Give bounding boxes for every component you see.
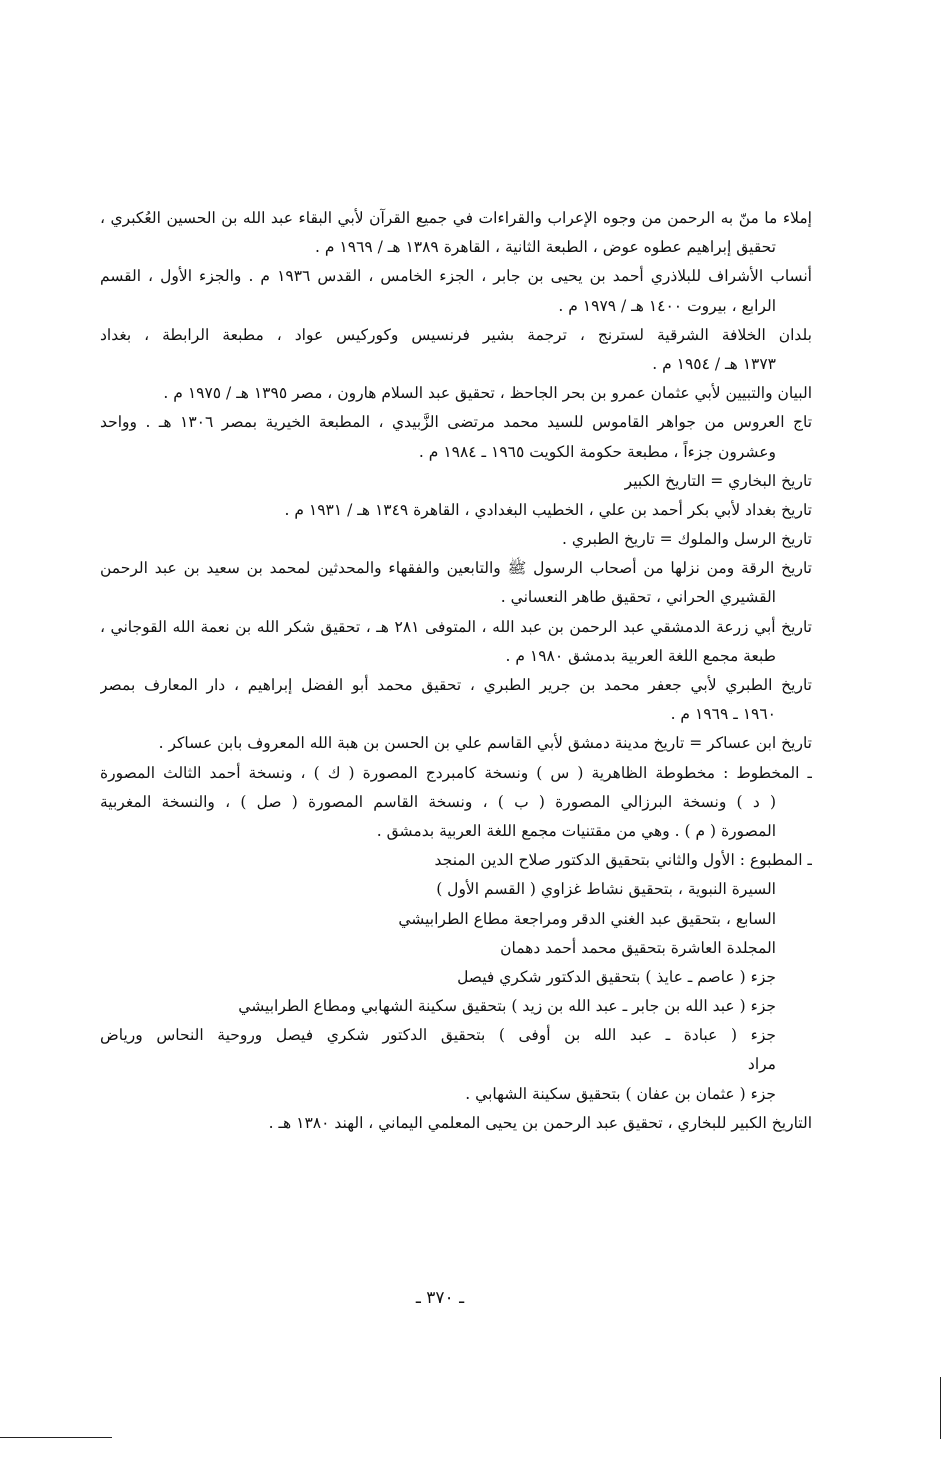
bibliography-subentry: السابع ، بتحقيق عبد الغني الدقر ومراجعة مطاع الطرابيشي <box>398 909 776 928</box>
bibliography-entry: البيان والتبيين لأبي عثمان عمرو بن بحر الجاحظ ، تحقيق عبد السلام هارون ، مصر ١٣٩٥ هـ / ١٩٧٥ م . <box>163 384 812 403</box>
bibliography-entry: تاج العروس من جواهر القاموس للسيد محمد مرتضى الزَّبيدي ، المطبعة الخيرية بمصر ١٣٠٦ هـ . وواحد <box>100 413 812 432</box>
bibliography-list <box>100 204 812 1138</box>
bibliography-subentry: ـ المطبوع : الأول والثاني بتحقيق الدكتور صلاح الدين المنجد <box>434 851 812 870</box>
bibliography-entry: تاريخ الرسل والملوك = تاريخ الطبري . <box>562 530 812 549</box>
bibliography-entry-continuation: المصورة ( م ) . وهي من مقتنيات مجمع اللغة العربية بدمشق . <box>376 821 776 840</box>
bibliography-subentry: جزء ( عثمان بن عفان ) بتحقيق سكينة الشهابي . <box>465 1084 776 1103</box>
bibliography-entry-continuation: طبعة مجمع اللغة العربية بدمشق ١٩٨٠ م . <box>505 646 776 665</box>
bibliography-entry: تاريخ الطبري لأبي جعفر محمد بن جرير الطبري ، تحقيق محمد أبو الفضل إبراهيم ، دار المعارف بمصر <box>100 676 812 694</box>
bibliography-entry-continuation: ( د ) ونسخة البرزالي المصورة ( ب ) ، ونسخة القاسم المصورة ( صل ) ، والنسخة المغربية <box>100 792 776 811</box>
bibliography-entry: تاريخ الرقة ومن نزلها من أصحاب الرسول ﷺ والتابعين والفقهاء والمحدثين لمحمد بن سعيد بن عبد الرحمن <box>100 559 812 578</box>
bibliography-subentry: جزء ( عاصم ـ عايذ ) بتحقيق الدكتور شكري فيصل <box>457 967 776 986</box>
bibliography-entry: أنساب الأشراف للبلاذري أحمد بن يحيى بن جابر ، الجزء الخامس ، القدس ١٩٣٦ م . والجزء الأول ، القسم <box>100 267 812 286</box>
bibliography-entry-continuation: الرابع ، بيروت ١٤٠٠ هـ / ١٩٧٩ م . <box>558 296 776 315</box>
margin-rule-right <box>940 1377 941 1439</box>
bibliography-entry-continuation: القشيري الحراني ، تحقيق طاهر النعساني . <box>500 588 776 607</box>
bibliography-entry: إملاء ما منّ به الرحمن من وجوه الإعراب والقراءات في جميع القرآن لأبي البقاء عبد الله بن الحسين العُكبري ، <box>100 209 812 227</box>
bibliography-entry-continuation: ١٣٧٣ هـ / ١٩٥٤ م . <box>652 354 776 373</box>
page-number: ـ ٣٧٠ ـ <box>415 1288 465 1308</box>
bibliography-entry: تاريخ ابن عساكر = تاريخ مدينة دمشق لأبي القاسم علي بن الحسن بن هبة الله المعروف بابن عساكر . <box>158 734 812 753</box>
bibliography-subentry: جزء ( عبد الله بن جابر ـ عبد الله بن زيد ) بتحقيق سكينة الشهابي ومطاع الطرابيشي <box>238 997 776 1016</box>
bibliography-subentry: المجلدة العاشرة بتحقيق محمد أحمد دهمان <box>500 938 776 957</box>
bibliography-entry: تاريخ أبي زرعة الدمشقي عبد الرحمن بن عبد الله ، المتوفى ٢٨١ هـ ، تحقيق شكر الله بن نعمة الله القوجاني ، <box>100 617 812 636</box>
bibliography-entry: تاريخ البخاري = التاريخ الكبير <box>624 471 812 490</box>
bibliography-subentry: مراد <box>747 1055 776 1074</box>
bibliography-entry-continuation: ١٩٦٠ ـ ١٩٦٩ م . <box>670 705 776 724</box>
margin-rule-left <box>0 1437 112 1438</box>
bibliography-entry: التاريخ الكبير للبخاري ، تحقيق عبد الرحمن بن يحيى المعلمي اليماني ، الهند ١٣٨٠ هـ . <box>268 1113 812 1132</box>
bibliography-entry: بلدان الخلافة الشرقية لسترنج ، ترجمة بشير فرنسيس وكوركيس عواد ، مطبعة الرابطة ، بغداد <box>100 325 812 344</box>
bibliography-subentry: جزء ( عبادة ـ عبد الله بن أوفى ) بتحقيق الدكتور شكري فيصل وروحية النحاس ورياض <box>100 1026 776 1045</box>
bibliography-subentry: ـ المخطوط : مخطوطة الظاهرية ( س ) ونسخة كامبردج المصورة ( ك ) ، ونسخة أحمد الثالث المصورة <box>100 763 812 782</box>
bibliography-subentry: السيرة النبوية ، بتحقيق نشاط غزاوي ( القسم الأول ) <box>436 880 776 899</box>
bibliography-entry-continuation: تحقيق إبراهيم عطوه عوض ، الطبعة الثانية ، القاهرة ١٣٨٩ هـ / ١٩٦٩ م . <box>315 238 776 257</box>
bibliography-entry: تاريخ بغداد لأبي بكر أحمد بن علي ، الخطيب البغدادي ، القاهرة ١٣٤٩ هـ / ١٩٣١ م . <box>284 500 812 519</box>
bibliography-entry-continuation: وعشرون جزءاً ، مطبعة حكومة الكويت ١٩٦٥ ـ ١٩٨٤ م . <box>418 442 776 461</box>
